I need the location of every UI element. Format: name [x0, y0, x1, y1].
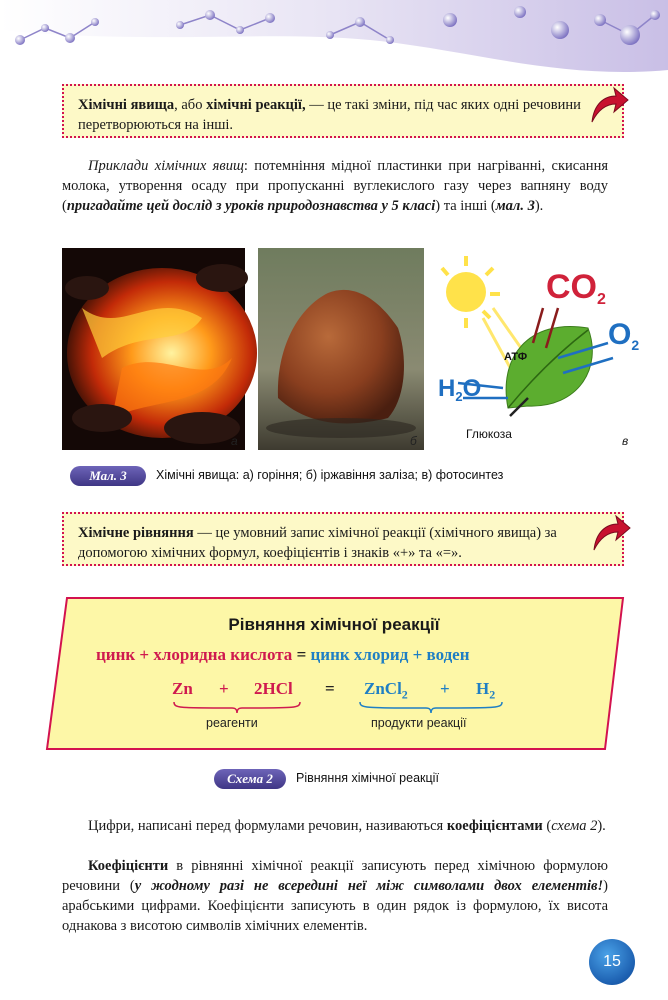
products-label: продукти реакції — [371, 716, 467, 730]
atp-label: АТФ — [504, 351, 528, 363]
term-chemical-equation: Хімічне рівняння — [78, 525, 194, 541]
formula-equals: = — [325, 679, 335, 698]
term-coefficients: коефіцієнтами — [446, 818, 543, 834]
products-brace — [358, 700, 504, 714]
photo-rusty-iron — [258, 248, 424, 450]
reactants-label: реагенти — [206, 716, 258, 730]
curved-arrow-icon — [588, 82, 630, 126]
photo-label-c: в — [622, 434, 629, 448]
coefficients-paragraph: Цифри, написані перед формулами речовин, називаються коефіцієнтами (схема 2). — [88, 818, 606, 834]
page-number: 15 — [589, 939, 635, 985]
scheme-word-equation: цинк + хлоридна кислота = цинк хлорид + воден — [96, 645, 470, 664]
examples-lead: Приклади хімічних явищ — [88, 158, 244, 174]
scheme-title: Рівняння хімічної реакції — [228, 615, 440, 634]
formula-hcl: 2HCl — [254, 679, 293, 698]
coefficients-rules-paragraph: Коефіцієнти в рівнянні хімічної реакції записують перед хімічною формулою речовини (у жодному разі не всередині неї між символами двох елементів!) арабськими цифрами. Коефіцієнти записують в один рядок із формулою, їх висота однакова з висотою символів хімічних елементів. — [62, 858, 608, 934]
o2-label: $O_2$ — [608, 318, 640, 353]
formula-zncl2: ZnCl$_2$ — [364, 679, 408, 702]
photo-label-b: б — [410, 434, 417, 448]
photo-label-a: а — [231, 434, 238, 448]
header-decoration — [0, 0, 668, 90]
definition-box-chemical-equation: Хімічне рівняння — це умовний запис хімічної реакції (хімічного явища) за допомогою хімічних формул, коефіцієнтів і знаків «+» та «=». — [62, 512, 624, 566]
co2-label: CO2 — [546, 268, 606, 308]
h2o-label: $H_2O$ — [438, 375, 482, 404]
photo-burning-coals — [62, 248, 245, 450]
photosynthesis-illustration — [438, 248, 638, 450]
reactants-brace — [172, 700, 302, 714]
term-chemical-reactions: хімічні реакції, — [206, 97, 306, 113]
scheme-caption: Рівняння хімічної реакції — [296, 771, 439, 785]
scheme-badge: Схема 2 — [214, 769, 286, 789]
formula-zn: Zn — [172, 679, 193, 698]
formula-plus-2: + — [440, 679, 450, 698]
term-chemical-phenomena: Хімічні явища — [78, 97, 175, 113]
sun-icon — [442, 256, 500, 328]
examples-paragraph: Приклади хімічних явищ: потемніння мідної пластинки при нагріванні, скисання молока, утворення осаду при пропусканні вуглекислого газу через вапняну воду (пригадайте цей дослід з уроків природознавства у 5 класі) та інші (мал. 3). — [62, 158, 608, 214]
glucose-label: Глюкоза — [466, 427, 512, 441]
definition-box-chemical-phenomena: Хімічні явища, або хімічні реакції, — це такі зміни, під час яких одні речовини перетворюються на інші. — [62, 84, 624, 138]
formula-h2: $H_2$ — [476, 679, 496, 702]
term-coefficients-2: Коефіцієнти — [88, 858, 169, 874]
curved-arrow-icon — [590, 510, 632, 554]
figure-badge: Мал. 3 — [70, 466, 146, 486]
figure-caption: Хімічні явища: а) горіння; б) іржавіння заліза; в) фотосинтез — [156, 468, 504, 482]
formula-plus-1: + — [219, 679, 229, 698]
